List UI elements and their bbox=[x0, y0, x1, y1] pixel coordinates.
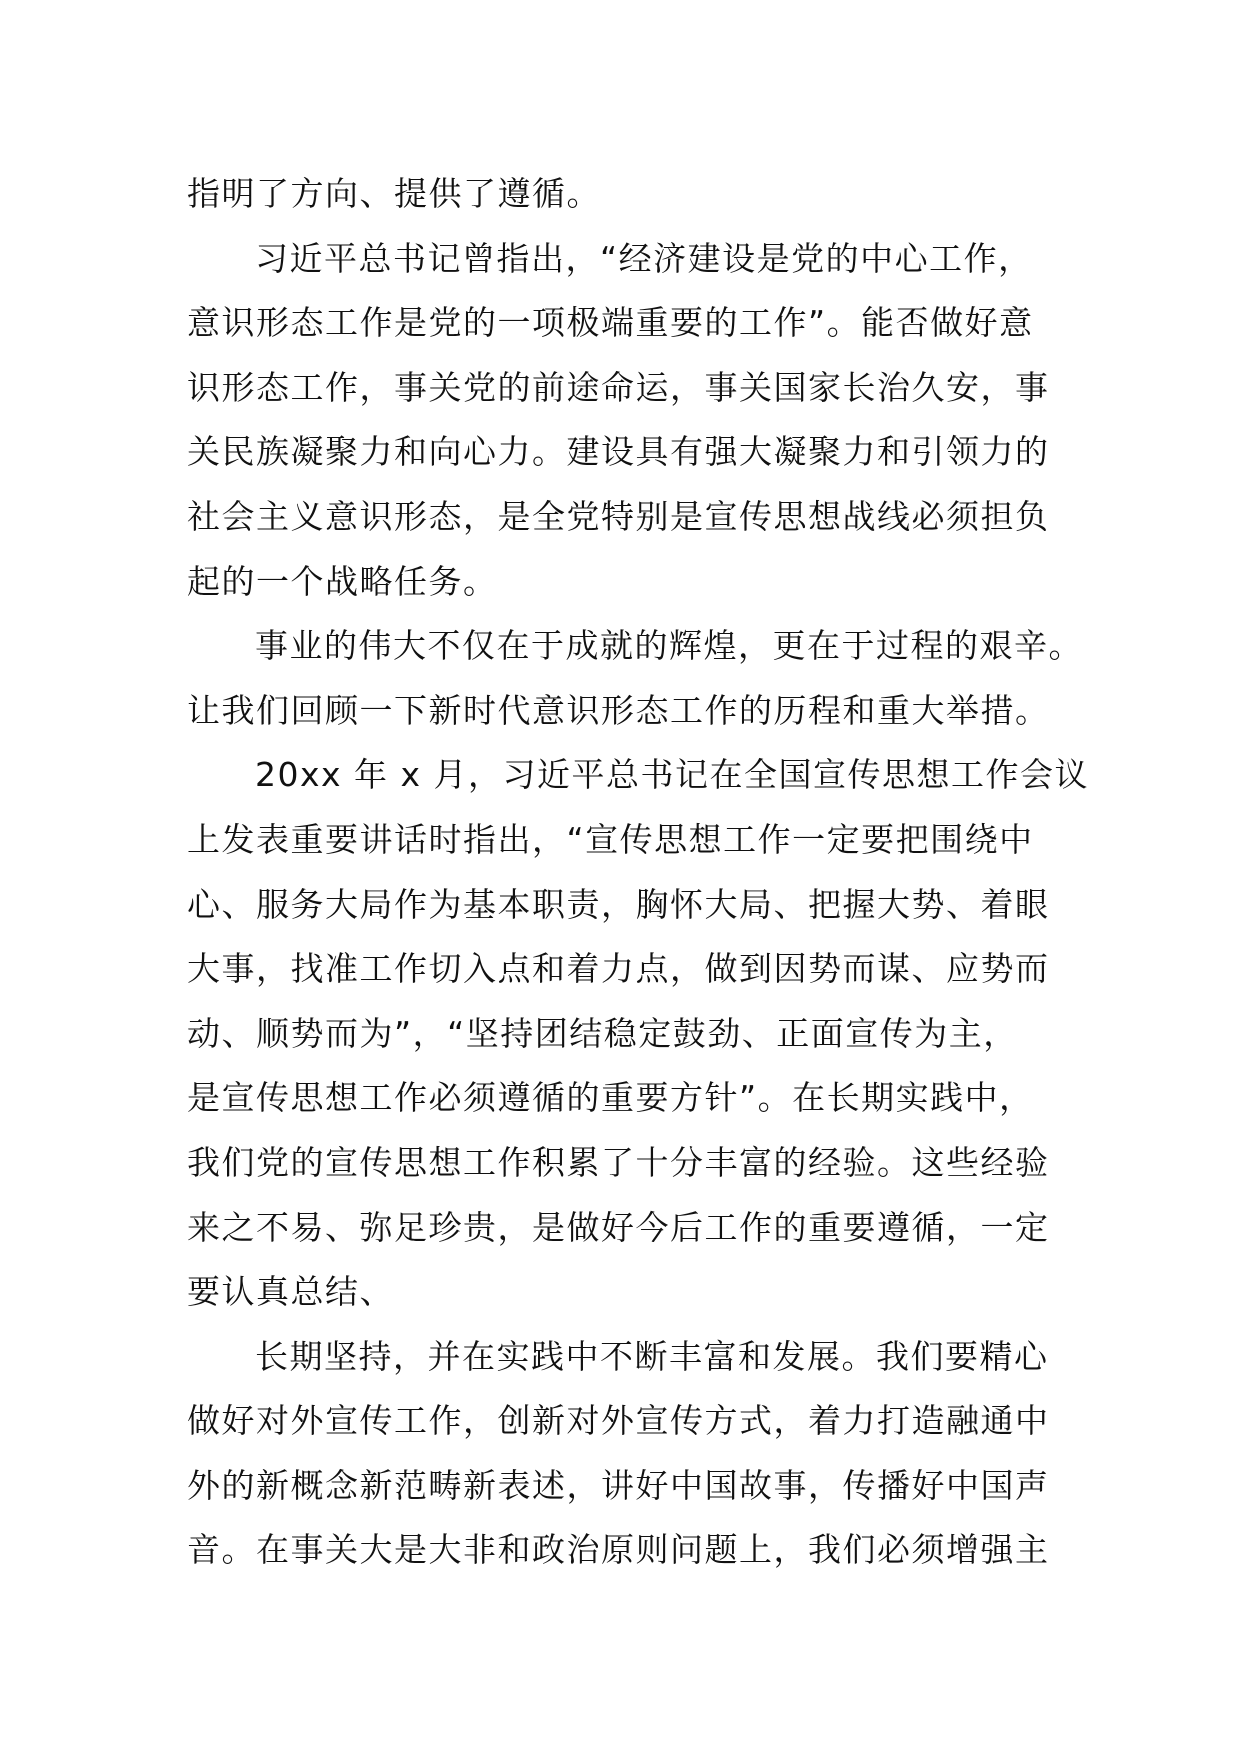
text-line: 事业的伟大不仅在于成就的辉煌，更在于过程的艰辛。 bbox=[255, 626, 1083, 666]
text-line: 心、服务大局作为基本职责，胸怀大局、把握大势、着眼 bbox=[187, 884, 1050, 924]
text-line: 起的一个战略任务。 bbox=[187, 561, 498, 601]
text-line: 音。在事关大是大非和政治原则问题上，我们必须增强主 bbox=[187, 1530, 1050, 1570]
text-line: 20xx 年 x 月，习近平总书记在全国宣传思想工作会议 bbox=[255, 755, 1090, 795]
text-line: 我们党的宣传思想工作积累了十分丰富的经验。这些经验 bbox=[187, 1142, 1050, 1182]
text-line: 指明了方向、提供了遵循。 bbox=[187, 174, 601, 213]
text-line: 关民族凝聚力和向心力。建设具有强大凝聚力和引领力的 bbox=[187, 432, 1050, 472]
text-line: 长期坚持，并在实践中不断丰富和发展。我们要精心 bbox=[255, 1336, 1049, 1376]
text-line: 上发表重要讲话时指出，“宣传思想工作一定要把围绕中 bbox=[187, 819, 1034, 859]
text-line: 外的新概念新范畴新表述，讲好中国故事，传播好中国声 bbox=[187, 1465, 1050, 1505]
text-line: 来之不易、弥足珍贵，是做好今后工作的重要遵循，一定 bbox=[187, 1207, 1050, 1247]
text-line: 是宣传思想工作必须遵循的重要方针”。在长期实践中， bbox=[187, 1078, 1034, 1118]
text-line: 让我们回顾一下新时代意识形态工作的历程和重大举措。 bbox=[187, 690, 1050, 730]
text-line: 大事，找准工作切入点和着力点，做到因势而谋、应势而 bbox=[187, 949, 1050, 989]
text-line: 意识形态工作是党的一项极端重要的工作”。能否做好意 bbox=[187, 303, 1034, 343]
text-line: 习近平总书记曾指出，“经济建设是党的中心工作， bbox=[255, 238, 1033, 278]
text-line: 识形态工作，事关党的前途命运，事关国家长治久安，事 bbox=[187, 367, 1050, 407]
body-text bbox=[187, 162, 1090, 1583]
text-line: 要认真总结、 bbox=[187, 1272, 394, 1312]
text-line: 动、顺势而为”，“坚持团结稳定鼓劲、正面宣传为主， bbox=[187, 1013, 1018, 1053]
text-line: 社会主义意识形态，是全党特别是宣传思想战线必须担负 bbox=[187, 496, 1050, 536]
text-line: 做好对外宣传工作，创新对外宣传方式，着力打造融通中 bbox=[187, 1401, 1050, 1441]
